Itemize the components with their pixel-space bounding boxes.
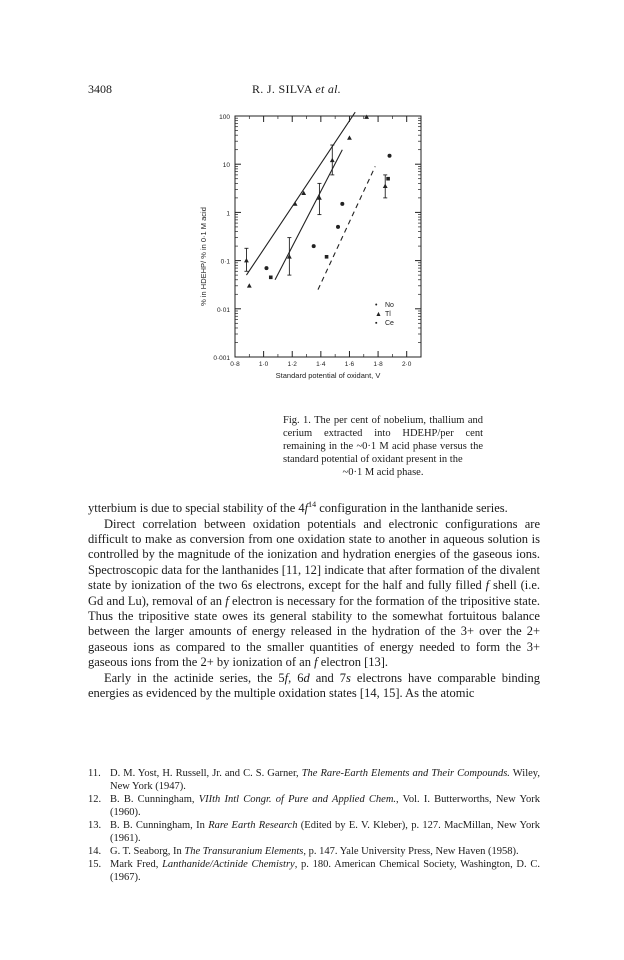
running-head-etal: et al.: [315, 82, 342, 96]
running-head: [252, 82, 341, 97]
italic-text: f: [304, 501, 309, 516]
caption-line: cerium extracted into HDEHP/per cent: [283, 428, 483, 439]
legend-label: Ce: [385, 320, 394, 327]
data-point-tl: [364, 114, 369, 118]
x-tick-label: 0·8: [230, 361, 240, 368]
text-run: G. T. Seaborg, In: [110, 846, 185, 857]
y-tick-label: 0·001: [213, 355, 230, 362]
reference-item: [88, 845, 540, 858]
italic-text: f: [284, 670, 289, 685]
text-run: electron [13].: [317, 655, 389, 670]
references-list: [88, 767, 540, 884]
y-tick-label: 100: [219, 114, 230, 121]
legend-symbol: ▲: [375, 311, 382, 318]
text-run: , 6: [288, 670, 304, 685]
caption-line: remaining in the ~0·1 M acid phase versus the: [283, 441, 483, 452]
text-run: D. M. Yost, H. Russell, Jr. and C. S. Garner,: [110, 768, 302, 779]
paragraph: [88, 671, 540, 702]
text-run: Direct correlation between oxidation potentials and electronic configurations are difficult to make as conversion from one oxidation state to another in aqueous solution is controlled by the magnitude of the ionization and hydration energies of the gaseous ions. Spectroscopic data for the lanthanides [11, 12] indicate that after formation of the divalent state by ionization of the two 6: [88, 516, 540, 593]
italic-text: d: [303, 670, 310, 685]
reference-item: [88, 858, 540, 884]
x-tick-label: 1·4: [316, 361, 326, 368]
y-axis-title: % in HDEHP/ % in 0·1 M acid: [199, 207, 208, 306]
italic-text: s: [247, 578, 253, 593]
fit-line-dashed: [318, 166, 375, 289]
italic-text: The Transuranium Elements: [184, 846, 304, 857]
legend-symbol: ▪: [375, 320, 378, 327]
reference-number: 12.: [88, 794, 102, 805]
reference-number: 14.: [88, 846, 102, 857]
text-run: , p. 147. Yale University Press, New Haven (1958).: [303, 846, 519, 857]
caption-line: ~0·1 M acid phase.: [342, 467, 424, 478]
text-run: electrons, except for the half and fully filled: [252, 578, 486, 593]
page-number: 3408: [88, 82, 112, 96]
italic-text: s: [345, 670, 351, 685]
italic-text: Rare Earth Research: [208, 820, 298, 831]
italic-text: f: [225, 593, 229, 608]
data-point-no: [388, 154, 392, 158]
figure-chart: [190, 108, 440, 388]
text-run: B. B. Cunningham,: [110, 794, 199, 805]
x-axis-title: Standard potential of oxidant, V: [275, 371, 381, 380]
data-point-ce: [269, 276, 273, 280]
data-point-tl: [347, 135, 352, 139]
x-tick-label: 1·6: [344, 361, 355, 368]
data-point-no: [340, 202, 344, 206]
text-run: Mark Fred,: [110, 859, 163, 870]
italic-text: VIIth Intl Congr. of Pure and Applied Chem.: [198, 794, 397, 805]
italic-text: f: [485, 578, 490, 593]
italic-text: The Rare-Earth Elements and Their Compounds.: [301, 768, 510, 779]
text-run: and 7: [309, 670, 346, 685]
fit-line: [246, 112, 355, 275]
reference-number: 15.: [88, 859, 102, 870]
text-run: B. B. Cunningham, In: [110, 820, 209, 831]
x-tick-label: 1·8: [373, 361, 383, 368]
text-run: electrons have comparable binding energies as evidenced by the multiple oxidation states [14, 15]. As the atomic: [88, 670, 540, 701]
legend-symbol: •: [375, 302, 378, 309]
caption-line: Fig. 1. The per cent of nobelium, thallium and: [283, 415, 483, 426]
x-tick-label: 2·0: [401, 361, 412, 368]
data-point-ce: [386, 177, 390, 181]
text-run: shell (i.e. Gd and Lu), removal of an: [88, 578, 541, 608]
paragraph: [88, 497, 540, 517]
text-run: , Vol. I. Butterworths, New York (1960).: [110, 794, 540, 818]
y-tick-label: 0·1: [220, 258, 230, 266]
legend-label: No: [385, 302, 394, 309]
data-point-no: [312, 244, 316, 248]
reference-number: 13.: [88, 820, 102, 831]
legend-label: Tl: [385, 311, 391, 318]
superscript: 14: [308, 500, 317, 509]
data-point-tl: [293, 201, 298, 205]
reference-item: [88, 793, 540, 819]
data-point-tl: [247, 283, 252, 287]
data-point-no: [264, 266, 268, 270]
y-tick-label: 1: [226, 210, 230, 218]
text-run: (Edited by E. V. Kleber), p. 127. MacMillan, New York (1961).: [110, 820, 540, 844]
y-tick-label: 0·01: [216, 306, 230, 314]
italic-text: f: [314, 655, 318, 670]
data-point-no: [336, 225, 340, 229]
text-run: ytterbium is due to special stability of the 4: [88, 501, 305, 516]
data-point-ce: [325, 255, 329, 259]
running-head-authors: R. J. SILVA: [252, 82, 312, 96]
reference-item: [88, 767, 540, 793]
x-tick-label: 1·0: [258, 361, 269, 368]
italic-text: Lanthanide/Actinide Chemistry: [162, 859, 295, 870]
text-run: electron is necessary for the formation of the tripositive state. Thus the tripositive state owes its general stability to the somewhat fortuitous balance between the larger amounts of energy released in the hydration of the 3+ over the 2+ gaseous ions as compared to the smaller quantities of energy needed to form the 3+ gaseous ions from the 2+ by ionization of an: [88, 593, 540, 670]
text-run: configuration in the lanthanide series.: [316, 501, 508, 516]
text-run: Wiley, New York (1947).: [110, 768, 540, 792]
reference-number: 11.: [88, 768, 101, 779]
text-run: , p. 180. American Chemical Society, Washington, D. C. (1967).: [110, 859, 540, 883]
caption-line: standard potential of oxidant present in the: [283, 454, 463, 465]
reference-item: [88, 819, 540, 845]
y-tick-label: 10: [222, 162, 230, 170]
body-text: [88, 497, 540, 701]
x-tick-label: 1·2: [287, 361, 297, 368]
text-run: Early in the actinide series, the 5: [104, 670, 285, 685]
figure-caption: [283, 414, 483, 479]
paragraph: [88, 517, 540, 671]
